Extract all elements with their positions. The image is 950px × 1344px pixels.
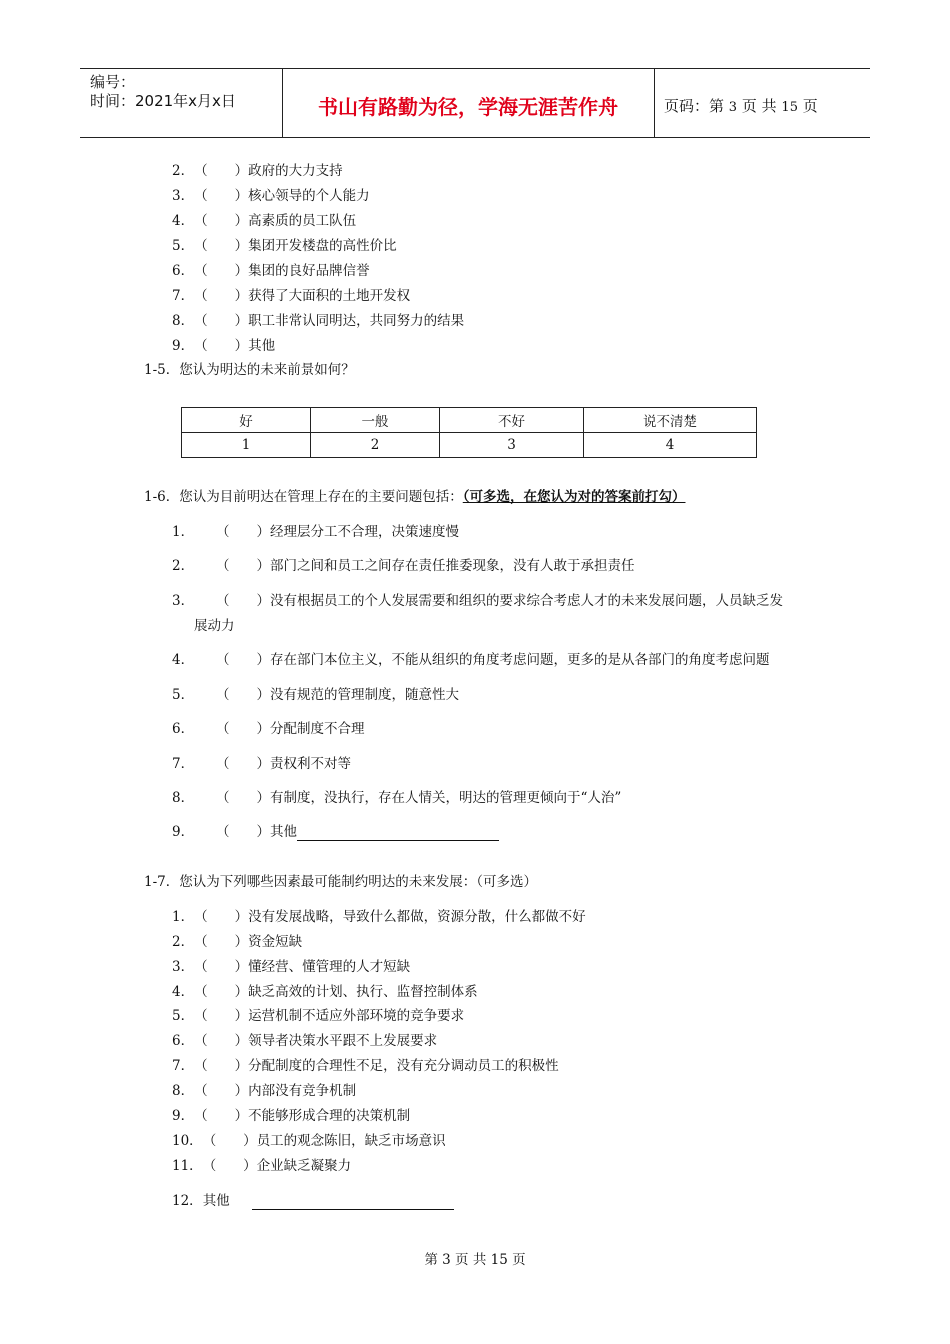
item-text: 分配制度的合理性不足，没有充分调动员工的积极性 xyxy=(248,1058,559,1074)
list-item: 8．（ ）内部没有竞争机制 xyxy=(172,1083,357,1099)
item-text: 集团开发楼盘的高性价比 xyxy=(248,238,397,254)
answer-paren[interactable]: （ ） xyxy=(194,188,249,204)
item-text: 没有发展战略，导致什么都做，资源分散，什么都做不好 xyxy=(248,909,586,925)
list-item: 9．（ ）不能够形成合理的决策机制 xyxy=(172,1108,411,1124)
list-item: 9． （ ）其他 xyxy=(172,823,499,841)
item-text: 懂经营、懂管理的人才短缺 xyxy=(248,959,411,975)
answer-paren[interactable]: （ ） xyxy=(194,288,249,304)
header-motto-cell xyxy=(282,69,655,137)
answer-paren[interactable]: （ ） xyxy=(194,163,249,179)
item-text: 运营机制不适应外部环境的竞争要求 xyxy=(248,1008,465,1024)
item-text: 其他 xyxy=(248,338,276,354)
item-text: 存在部门本位主义，不能从组织的角度考虑问题，更多的是从各部门的角度考虑问题 xyxy=(270,652,770,668)
list-item: 2． （ ）部门之间和员工之间存在责任推委现象，没有人敢于承担责任 xyxy=(172,558,635,574)
item-text: 没有规范的管理制度，随意性大 xyxy=(270,687,459,703)
table-header-cell: 说不清楚 xyxy=(584,408,757,433)
list-item: 6．（ ）领导者决策水平跟不上发展要求 xyxy=(172,1033,438,1049)
date-label: 时间：2021年x月x日 xyxy=(90,92,236,110)
list-item: 7．（ ）分配制度的合理性不足，没有充分调动员工的积极性 xyxy=(172,1058,559,1074)
page-prefix: 页码：第 xyxy=(664,97,725,115)
list-item: 11．（ ）企业缺乏凝聚力 xyxy=(172,1158,352,1174)
item-text: 资金短缺 xyxy=(248,934,303,950)
item-text: 有制度，没执行，存在人情关，明达的管理更倾向于“人治” xyxy=(270,790,622,806)
question-note: （可多选，在您认为对的答案前打勾） xyxy=(462,489,686,505)
fill-in-blank[interactable] xyxy=(297,826,499,841)
serial-label: 编号： xyxy=(90,73,136,91)
q1-5-options-table xyxy=(181,407,757,458)
answer-paren[interactable]: （ ） xyxy=(202,1133,257,1149)
page-total: 15 xyxy=(781,100,798,115)
list-item: 5． （ ）没有规范的管理制度，随意性大 xyxy=(172,687,459,703)
question-1-5-title: 1-5．您认为明达的未来前景如何？ xyxy=(144,362,355,378)
list-item: 4．（ ）缺乏高效的计划、执行、监督控制体系 xyxy=(172,984,478,1000)
list-item: 3．（ ）核心领导的个人能力 xyxy=(172,188,370,204)
item-text: 高素质的员工队伍 xyxy=(248,213,357,229)
item-text: 不能够形成合理的决策机制 xyxy=(248,1108,411,1124)
page-mid: 页 共 xyxy=(741,97,777,115)
table-header-cell: 一般 xyxy=(311,408,440,433)
list-item: 6．（ ）集团的良好品牌信誉 xyxy=(172,263,370,279)
answer-paren[interactable]: （ ） xyxy=(194,934,249,950)
answer-paren[interactable]: （ ） xyxy=(216,790,270,806)
header-page-cell xyxy=(654,69,870,137)
list-item: 6． （ ）分配制度不合理 xyxy=(172,721,365,737)
list-item: 12．其他 xyxy=(172,1192,454,1210)
answer-paren[interactable]: （ ） xyxy=(216,687,270,703)
list-item: 1． （ ）经理层分工不合理，决策速度慢 xyxy=(172,524,459,540)
item-text: 责权利不对等 xyxy=(270,756,351,772)
table-cell[interactable]: 3 xyxy=(440,433,584,458)
list-item: 1．（ ）没有发展战略，导致什么都做，资源分散，什么都做不好 xyxy=(172,909,586,925)
question-1-6-title xyxy=(144,488,686,506)
list-item: 4． （ ）存在部门本位主义，不能从组织的角度考虑问题，更多的是从各部门的角度考虑问题 xyxy=(172,652,770,668)
table-cell[interactable]: 2 xyxy=(311,433,440,458)
answer-paren[interactable]: （ ） xyxy=(216,824,270,840)
list-item-continuation: 展动力 xyxy=(194,618,235,634)
answer-paren[interactable]: （ ） xyxy=(216,593,270,609)
list-item: 4．（ ）高素质的员工队伍 xyxy=(172,213,357,229)
item-text: 其他 xyxy=(270,824,297,840)
item-text: 经理层分工不合理，决策速度慢 xyxy=(270,524,459,540)
page-footer: 第 3 页 共 15 页 xyxy=(424,1252,526,1268)
table-cell[interactable]: 4 xyxy=(584,433,757,458)
list-item: 10．（ ）员工的观念陈旧，缺乏市场意识 xyxy=(172,1133,446,1149)
item-text: 获得了大面积的土地开发权 xyxy=(248,288,411,304)
page-number: 3 xyxy=(728,100,738,115)
item-text: 其他 xyxy=(202,1193,230,1209)
answer-paren[interactable]: （ ） xyxy=(194,984,249,1000)
answer-paren[interactable]: （ ） xyxy=(194,1008,249,1024)
item-text: 核心领导的个人能力 xyxy=(248,188,370,204)
list-item: 8．（ ）职工非常认同明达，共同努力的结果 xyxy=(172,313,465,329)
answer-paren[interactable]: （ ） xyxy=(194,959,249,975)
page-suffix: 页 xyxy=(802,97,818,115)
page-header xyxy=(80,68,870,138)
list-item: 8． （ ）有制度，没执行，存在人情关，明达的管理更倾向于“人治” xyxy=(172,790,622,806)
list-item: 7． （ ）责权利不对等 xyxy=(172,756,351,772)
list-item: 3．（ ）懂经营、懂管理的人才短缺 xyxy=(172,959,411,975)
answer-paren[interactable]: （ ） xyxy=(194,213,249,229)
list-item: 5．（ ）集团开发楼盘的高性价比 xyxy=(172,238,397,254)
answer-paren[interactable]: （ ） xyxy=(194,338,249,354)
item-text: 分配制度不合理 xyxy=(270,721,365,737)
answer-paren[interactable]: （ ） xyxy=(194,1108,249,1124)
answer-paren[interactable]: （ ） xyxy=(194,263,249,279)
answer-paren[interactable]: （ ） xyxy=(194,313,249,329)
list-item: 9．（ ）其他 xyxy=(172,338,276,354)
list-item: 7．（ ）获得了大面积的土地开发权 xyxy=(172,288,411,304)
question-1-7-title: 1-7．您认为下列哪些因素最可能制约明达的未来发展：（可多选） xyxy=(144,874,537,890)
question-text: 1-6．您认为目前明达在管理上存在的主要问题包括： xyxy=(144,489,463,505)
list-item: 5．（ ）运营机制不适应外部环境的竞争要求 xyxy=(172,1008,465,1024)
item-text: 职工非常认同明达，共同努力的结果 xyxy=(248,313,465,329)
answer-paren[interactable]: （ ） xyxy=(216,652,270,668)
table-cell[interactable]: 1 xyxy=(182,433,311,458)
item-text: 集团的良好品牌信誉 xyxy=(248,263,370,279)
item-text: 缺乏高效的计划、执行、监督控制体系 xyxy=(248,984,478,1000)
answer-paren[interactable]: （ ） xyxy=(194,1033,249,1049)
item-text: 内部没有竞争机制 xyxy=(248,1083,357,1099)
answer-paren[interactable]: （ ） xyxy=(216,524,270,540)
fill-in-blank[interactable] xyxy=(252,1195,454,1210)
item-text: 部门之间和员工之间存在责任推委现象，没有人敢于承担责任 xyxy=(270,558,635,574)
answer-paren[interactable]: （ ） xyxy=(194,1083,249,1099)
list-item: 2．（ ）资金短缺 xyxy=(172,934,303,950)
answer-paren[interactable]: （ ） xyxy=(216,558,270,574)
item-text: 员工的观念陈旧，缺乏市场意识 xyxy=(256,1133,446,1149)
item-text: 没有根据员工的个人发展需要和组织的要求综合考虑人才的未来发展问题，人员缺乏发 xyxy=(270,593,783,609)
list-item: 2．（ ）政府的大力支持 xyxy=(172,163,343,179)
answer-paren[interactable]: （ ） xyxy=(216,756,270,772)
answer-paren[interactable]: （ ） xyxy=(216,721,270,737)
table-header-cell: 好 xyxy=(182,408,311,433)
header-meta-cell xyxy=(80,69,283,137)
answer-paren[interactable]: （ ） xyxy=(194,909,249,925)
item-text: 政府的大力支持 xyxy=(248,163,343,179)
table-header-cell: 不好 xyxy=(440,408,584,433)
motto: 书山有路勤为径，学海无涯苦作舟 xyxy=(318,95,618,119)
item-text: 企业缺乏凝聚力 xyxy=(256,1158,352,1174)
list-item: 3． （ ）没有根据员工的个人发展需要和组织的要求综合考虑人才的未来发展问题，人员缺乏发 xyxy=(172,593,783,609)
page-info xyxy=(664,95,818,116)
answer-paren[interactable]: （ ） xyxy=(202,1158,257,1174)
answer-paren[interactable]: （ ） xyxy=(194,238,249,254)
item-text: 领导者决策水平跟不上发展要求 xyxy=(248,1033,438,1049)
answer-paren[interactable]: （ ） xyxy=(194,1058,249,1074)
